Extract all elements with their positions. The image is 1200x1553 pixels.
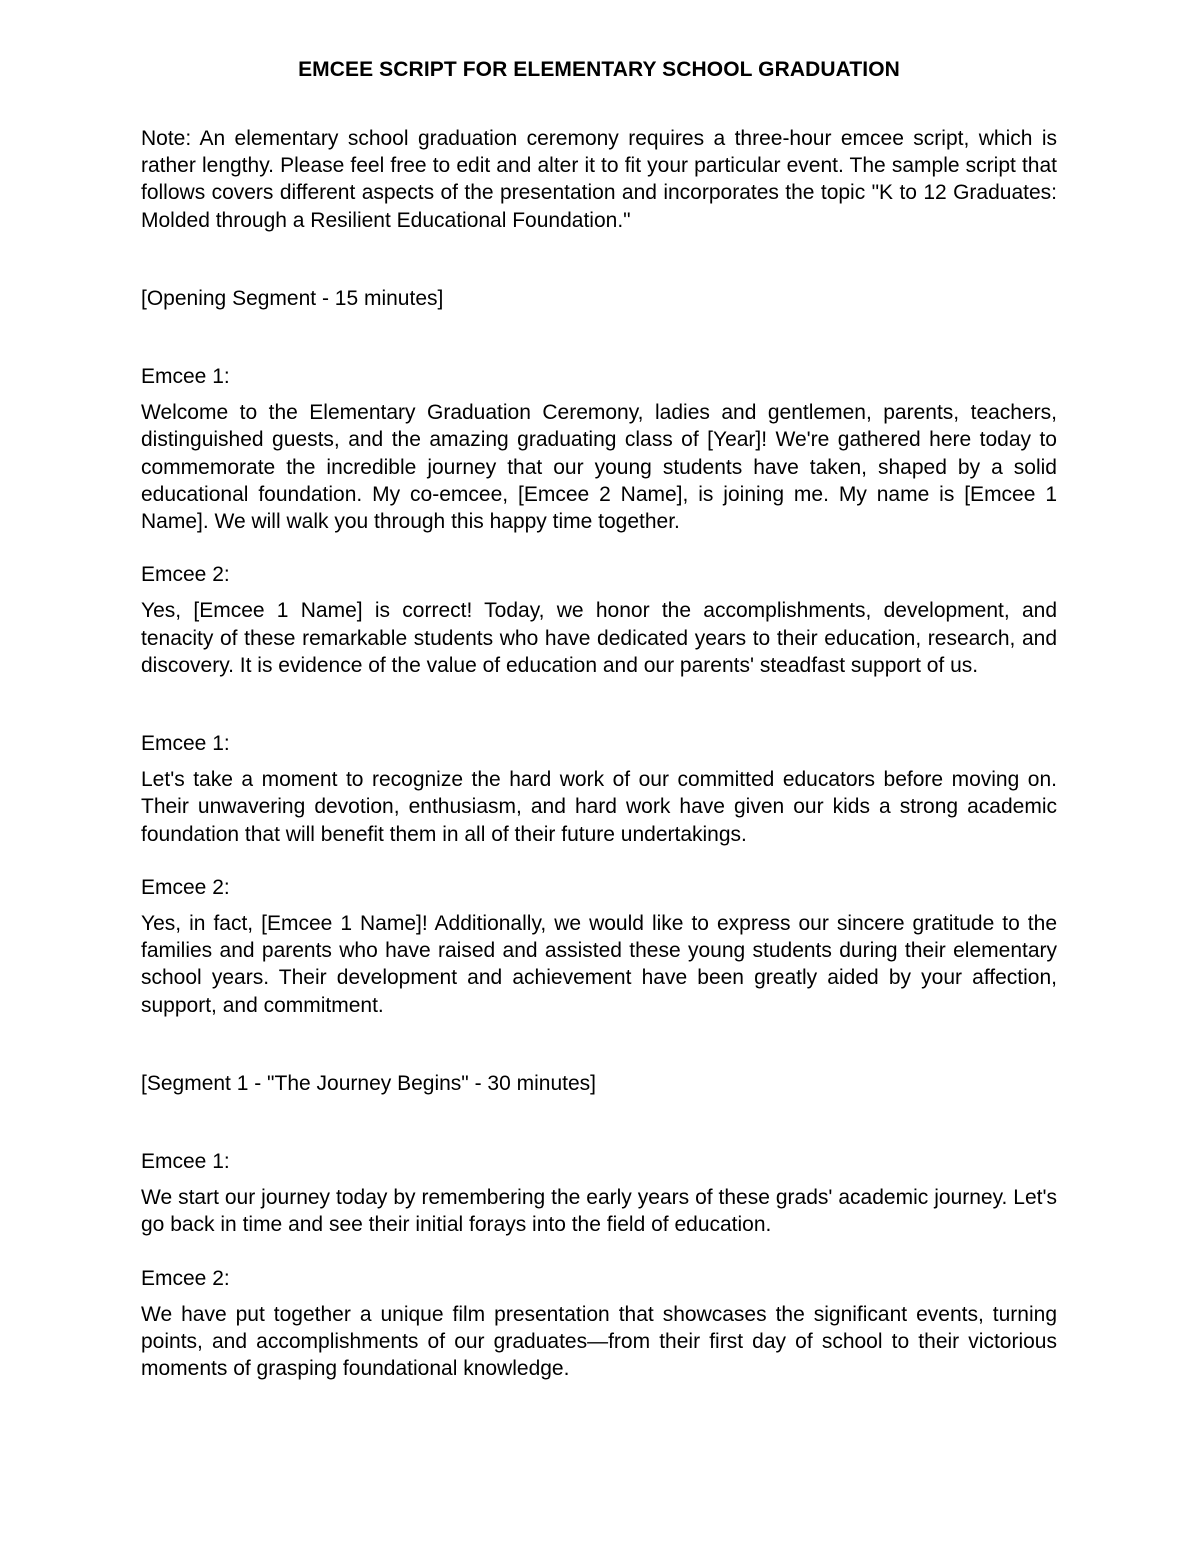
dialogue-paragraph: Yes, in fact, [Emcee 1 Name]! Additionally, we would like to express our sincere gratitude to the families and parents who have raised and assisted these young students during their elementary school years. Their development and achievement have been greatly aided by your affection, support, and commitment.: [141, 912, 1057, 1017]
speaker-label: Emcee 1:: [141, 365, 230, 389]
dialogue-paragraph: Yes, [Emcee 1 Name] is correct! Today, we honor the accomplishments, development, and tenacity of these remarkable students who have dedicated years to their education, research, and discovery. It is evidence of the value of education and our parents' steadfast support of us.: [141, 599, 1057, 677]
dialogue-paragraph: Let's take a moment to recognize the hard work of our committed educators before moving on. Their unwavering devotion, enthusiasm, and hard work have given our kids a strong academic foundation that will benefit them in all of their future undertakings.: [141, 768, 1057, 846]
document-title: EMCEE SCRIPT FOR ELEMENTARY SCHOOL GRADUATION: [298, 58, 900, 81]
dialogue-paragraph: Welcome to the Elementary Graduation Ceremony, ladies and gentlemen, parents, teachers, distinguished guests, and the amazing graduating class of [Year]! We're gathered here today to commemorate the incredible journey that our young students have taken, shaped by a solid educational foundation. My co-emcee, [Emcee 2 Name], is joining me. My name is [Emcee 1 Name]. We will walk you through this happy time together.: [141, 401, 1057, 534]
dialogue-paragraph: We have put together a unique film presentation that showcases the significant events, turning points, and accomplishments of our graduates—from their first day of school to their victorious moments of grasping foundational knowledge.: [141, 1302, 1057, 1381]
speaker-label: Emcee 2:: [141, 875, 230, 899]
opening-segment-heading: [Opening Segment - 15 minutes]: [141, 286, 444, 310]
segment1-heading: [Segment 1 - "The Journey Begins" - 30 minutes]: [141, 1071, 596, 1095]
speaker-label: Emcee 2:: [141, 1266, 230, 1290]
document-page: [141, 58, 1057, 1383]
note-paragraph: Note: An elementary school graduation ceremony requires a three-hour emcee script, which is rather lengthy. Please feel free to edit and alter it to fit your particular event. The sample script that follows covers different aspects of the presentation and incorporates the topic "K to 12 Graduates: Molded through a Resilient Educational Foundation.": [141, 127, 1057, 232]
speaker-label: Emcee 1:: [141, 732, 230, 756]
dialogue-paragraph: We start our journey today by remembering the early years of these grads' academic journey. Let's go back in time and see their initial forays into the field of education.: [141, 1186, 1057, 1237]
speaker-label: Emcee 2:: [141, 563, 230, 587]
speaker-label: Emcee 1:: [141, 1150, 230, 1174]
